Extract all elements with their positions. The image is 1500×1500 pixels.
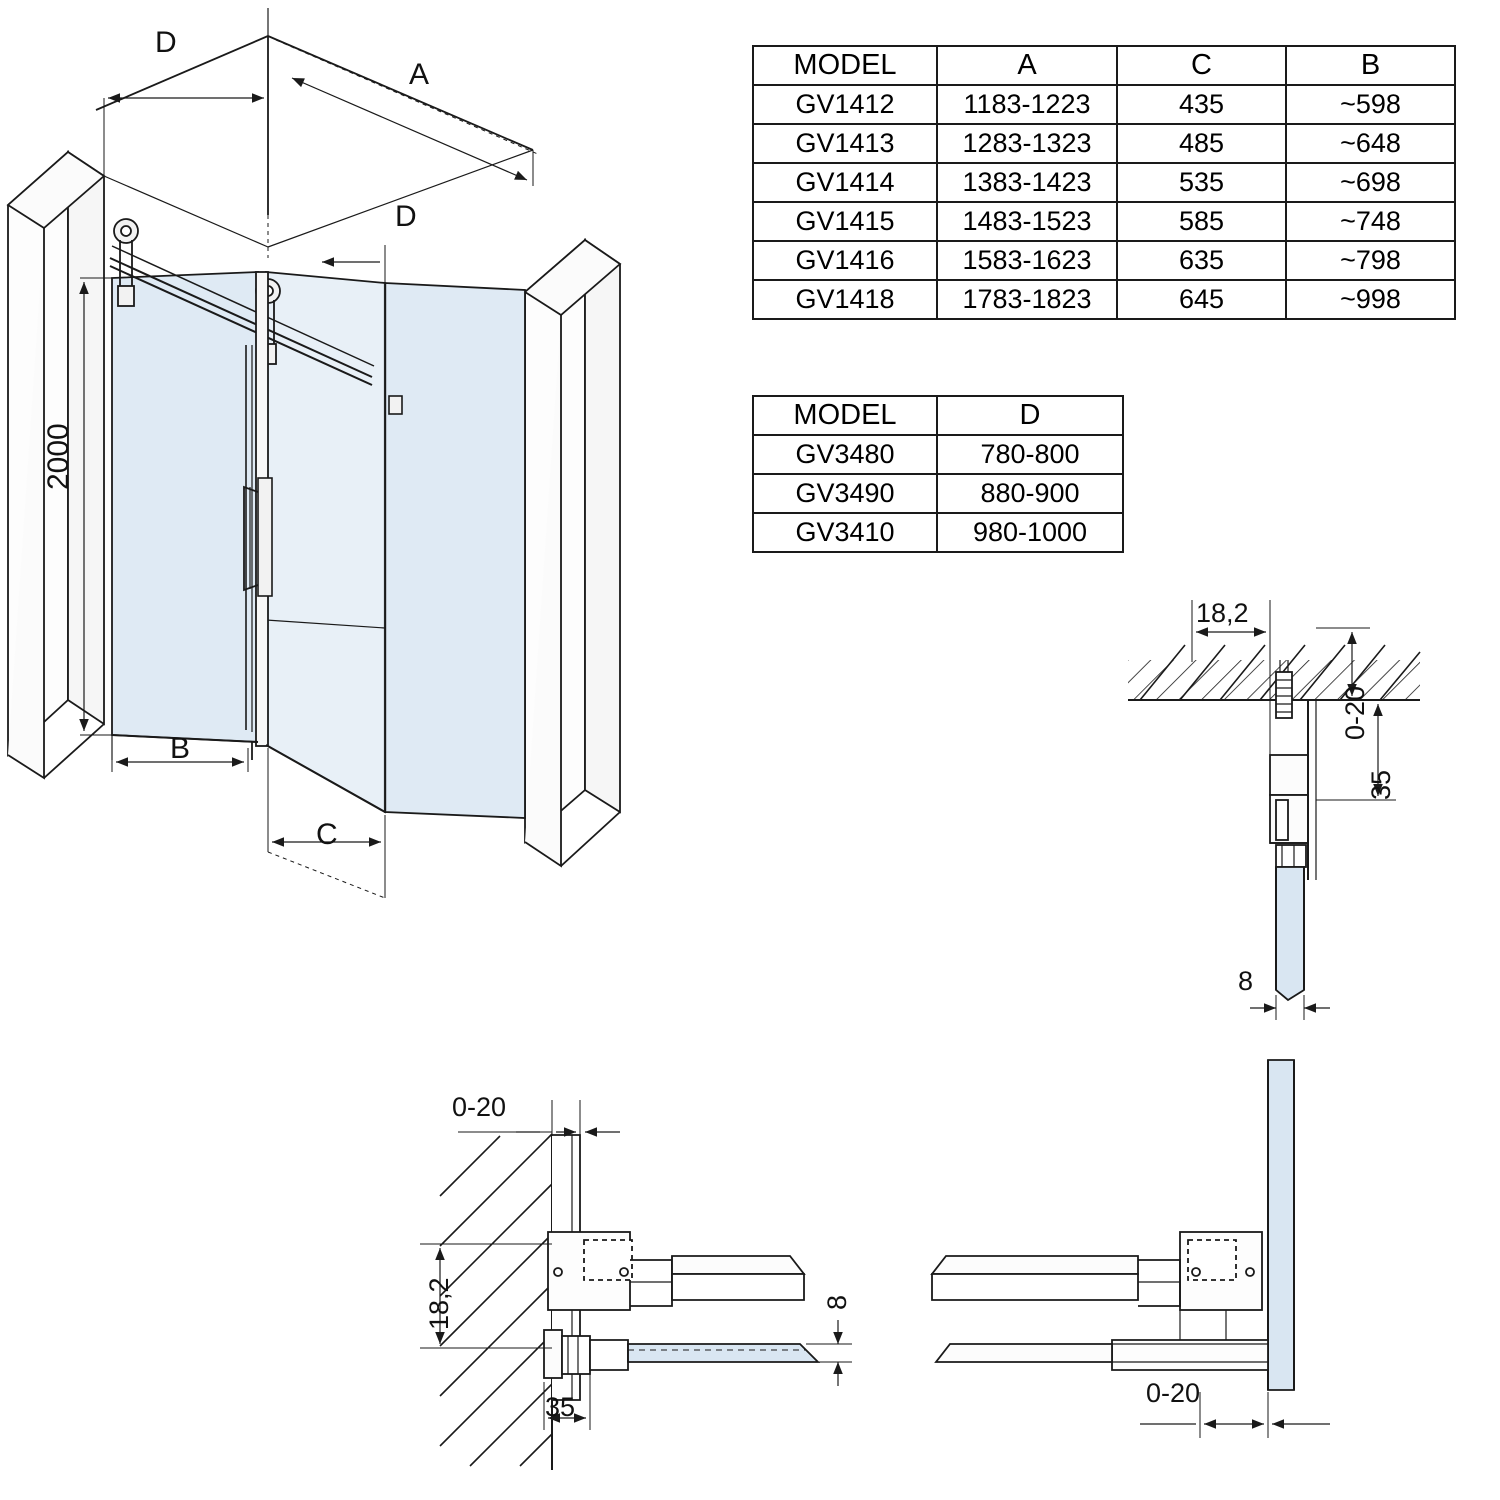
cell-c: 635 <box>1117 241 1286 280</box>
detail-bottom-right <box>932 1060 1330 1438</box>
column-header-model: MODEL <box>753 46 937 85</box>
cell-d: 780-800 <box>937 435 1123 474</box>
cell-c: 435 <box>1117 85 1286 124</box>
iso-side-glass <box>385 283 525 818</box>
table-row <box>753 474 1123 513</box>
table-header-row <box>753 46 1455 85</box>
label-detail-width-182: 18,2 <box>1196 598 1249 628</box>
cell-model: GV1416 <box>753 241 937 280</box>
cell-model: GV1413 <box>753 124 937 163</box>
cell-b: ~598 <box>1286 85 1455 124</box>
cell-b: ~798 <box>1286 241 1455 280</box>
iso-door-glass <box>112 272 258 742</box>
table-row <box>753 435 1123 474</box>
cell-b: ~698 <box>1286 163 1455 202</box>
cell-model: GV1418 <box>753 280 937 319</box>
cell-d: 880-900 <box>937 474 1123 513</box>
cell-model: GV3410 <box>753 513 937 552</box>
detail-top-right <box>1128 600 1420 1020</box>
label-d-inner: D <box>395 200 417 233</box>
iso-right-wall <box>525 240 620 866</box>
table-row <box>753 124 1455 163</box>
model-dimension-table <box>752 45 1456 320</box>
cell-a: 1783-1823 <box>937 280 1117 319</box>
cell-model: GV3480 <box>753 435 937 474</box>
table-header-row <box>753 396 1123 435</box>
label-plan-right-gap-0-20: 0-20 <box>1146 1378 1201 1408</box>
label-plan-depth-35: 35 <box>545 1392 576 1422</box>
column-header-a: A <box>937 46 1117 85</box>
label-c-bottom: C <box>316 818 338 851</box>
column-header-c: C <box>1117 46 1286 85</box>
table-row <box>753 85 1455 124</box>
label-plan-gap-0-20: 0-20 <box>452 1092 507 1122</box>
cell-a: 1183-1223 <box>937 85 1117 124</box>
cell-b: ~648 <box>1286 124 1455 163</box>
column-header-model: MODEL <box>753 396 937 435</box>
label-detail-depth-35: 35 <box>1366 769 1396 800</box>
detail-bottom-left <box>420 1100 852 1470</box>
model-d-table <box>752 395 1124 553</box>
cell-a: 1483-1523 <box>937 202 1117 241</box>
cell-c: 645 <box>1117 280 1286 319</box>
column-header-d: D <box>937 396 1123 435</box>
cell-a: 1383-1423 <box>937 163 1117 202</box>
cell-model: GV1412 <box>753 85 937 124</box>
cell-a: 1583-1623 <box>937 241 1117 280</box>
label-detail-glass-8: 8 <box>1238 966 1254 996</box>
cell-model: GV3490 <box>753 474 937 513</box>
label-plan-glass-8: 8 <box>822 1294 852 1310</box>
cell-c: 535 <box>1117 163 1286 202</box>
cell-model: GV1415 <box>753 202 937 241</box>
table-row <box>753 202 1455 241</box>
cell-b: ~998 <box>1286 280 1455 319</box>
table-row <box>753 241 1455 280</box>
iso-middle-glass <box>266 272 385 812</box>
table-row <box>753 513 1123 552</box>
cell-a: 1283-1323 <box>937 124 1117 163</box>
table-row <box>753 280 1455 319</box>
table-row <box>753 163 1455 202</box>
cell-b: ~748 <box>1286 202 1455 241</box>
cell-c: 485 <box>1117 124 1286 163</box>
cell-c: 585 <box>1117 202 1286 241</box>
label-d-top-left: D <box>155 26 177 59</box>
label-b-bottom: B <box>170 732 191 765</box>
column-header-b: B <box>1286 46 1455 85</box>
label-a-top: A <box>409 58 430 91</box>
label-height-2000: 2000 <box>42 423 75 490</box>
cell-d: 980-1000 <box>937 513 1123 552</box>
label-plan-profile-182: 18,2 <box>424 1277 454 1330</box>
label-detail-gap-0-20: 0-20 <box>1340 685 1370 740</box>
cell-model: GV1414 <box>753 163 937 202</box>
